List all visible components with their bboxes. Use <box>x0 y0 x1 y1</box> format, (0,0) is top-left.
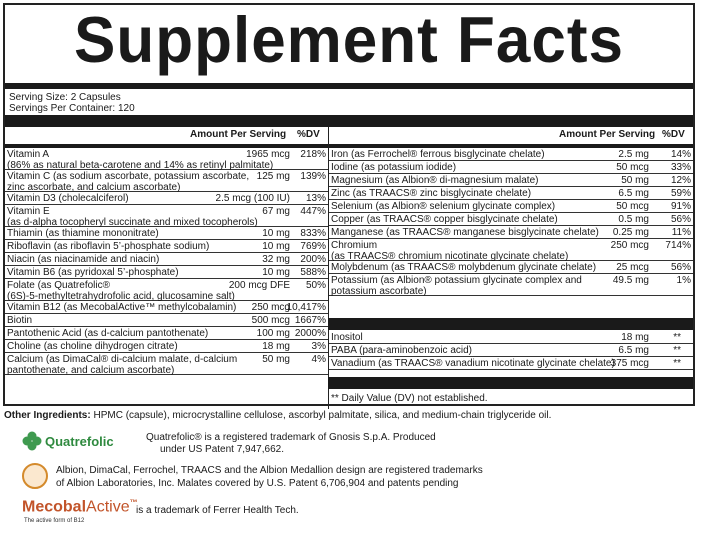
nutrient-row <box>329 187 693 200</box>
nutrient-name: Zinc (as TRAACS® zinc bisglycinate chelate) <box>331 188 532 199</box>
nutrient-dv: 33% <box>670 162 691 173</box>
nutrient-dv: ** <box>673 332 681 343</box>
nutrient-dv: 50% <box>305 280 326 291</box>
nutrient-name: Biotin <box>7 315 33 326</box>
left-header-dv: %DV <box>297 129 320 140</box>
nutrient-row <box>329 161 693 174</box>
quatrefolic-note-line2: under US Patent 7,947,662. <box>160 444 284 455</box>
nutrient-amount: 6.5 mg <box>618 188 649 199</box>
nutrient-name: Molybdenum (as TRAACS® molybdenum glycinate chelate) <box>331 262 597 273</box>
nutrient-name: Potassium (as Albion® potassium glycinate complex and <box>331 275 582 286</box>
nutrient-amount: 10 mg <box>262 228 290 239</box>
nutrient-amount: 2.5 mcg (100 IU) <box>215 193 290 204</box>
nutrient-name: PABA (para-aminobenzoic acid) <box>331 345 472 356</box>
other-ingredients-text: HPMC (capsule), microcrystalline cellulose, ascorbyl palmitate, silica, and medium-chain triglyceride oil. <box>93 410 552 421</box>
right-bottom-divider <box>328 377 693 389</box>
nutrient-row <box>329 357 693 370</box>
nutrient-name-detail: (6S)-5-methyltetrahydrofolic acid, glucosamine salt) <box>7 291 235 302</box>
nutrient-name-detail: (86% as natural beta-carotene and 14% as retinyl palmitate) <box>7 160 274 171</box>
nutrient-dv: 4% <box>311 354 326 365</box>
nutrient-amount: 250 mcg <box>610 240 649 251</box>
nutrient-amount: 200 mcg DFE <box>228 280 290 291</box>
nutrient-amount: 50 mcg <box>616 201 649 212</box>
thick-divider <box>5 115 693 127</box>
albion-note-line2: of Albion Laboratories, Inc. Malates covered by U.S. Patent 6,706,904 and patents pending <box>56 478 459 489</box>
nutrient-row <box>329 274 693 296</box>
nutrient-dv: 3% <box>311 341 326 352</box>
nutrient-amount: 67 mg <box>262 206 290 217</box>
nutrient-row <box>5 266 328 279</box>
nutrient-row <box>329 261 693 274</box>
nutrient-dv: 91% <box>670 201 691 212</box>
nutrient-name: Vitamin C (as sodium ascorbate, potassium ascorbate, <box>7 171 250 182</box>
nutrient-dv: 218% <box>300 149 326 160</box>
nutrient-row <box>329 226 693 239</box>
servings-per-container: Servings Per Container: 120 <box>9 103 135 114</box>
left-header-amount: Amount Per Serving <box>190 129 287 140</box>
nutrient-row <box>5 327 328 340</box>
nutrient-row <box>329 200 693 213</box>
nutrient-name: Iron (as Ferrochel® ferrous bisglycinate chelate) <box>331 149 545 160</box>
nutrient-row <box>5 170 328 192</box>
nutrient-dv: 447% <box>300 206 326 217</box>
nutrient-name-detail: pantothenate, and calcium ascorbate) <box>7 365 175 376</box>
nutrient-row <box>5 192 328 205</box>
nutrient-dv: 56% <box>670 262 691 273</box>
nutrient-dv: 769% <box>300 241 326 252</box>
nutrient-amount: 6.5 mg <box>618 345 649 356</box>
nutrient-row <box>329 344 693 357</box>
nutrient-dv: 714% <box>665 240 691 251</box>
nutrient-name-detail: (as d-alpha tocopheryl succinate and mixed tocopherols) <box>7 217 258 228</box>
quatrefolic-logo-text: Quatrefolic <box>45 434 114 449</box>
nutrient-row <box>5 148 328 170</box>
nutrient-dv: 139% <box>300 171 326 182</box>
nutrient-amount: 250 mcg <box>251 302 290 313</box>
nutrient-name: Pantothenic Acid (as d-calcium pantothenate) <box>7 328 209 339</box>
nutrient-amount: 50 mg <box>262 354 290 365</box>
albion-note: Albion, DimaCal, Ferrochel, TRAACS and the Albion Medallion design are registered trademarks <box>56 465 483 476</box>
nutrient-dv: 588% <box>300 267 326 278</box>
nutrient-amount: 18 mg <box>262 341 290 352</box>
nutrient-dv: 14% <box>670 149 691 160</box>
nutrient-dv: 10,417% <box>286 302 326 313</box>
nutrient-row <box>5 301 328 314</box>
nutrient-amount: 0.25 mg <box>612 227 649 238</box>
nutrient-name: Inositol <box>331 332 363 343</box>
nutrient-row <box>5 205 328 227</box>
nutrient-row <box>329 331 693 344</box>
nutrient-amount: 50 mg <box>621 175 649 186</box>
mecobal-logo-b: Active <box>86 498 130 516</box>
nutrient-name: Vitamin D3 (cholecalciferol) <box>7 193 129 204</box>
nutrient-dv: 1667% <box>294 315 326 326</box>
albion-medallion-icon <box>22 463 48 489</box>
nutrient-name: Folate (as Quatrefolic® <box>7 280 110 291</box>
nutrient-name: Vanadium (as TRAACS® vanadium nicotinate glycinate chelate) <box>331 358 615 369</box>
nutrient-amount: 0.5 mg <box>618 214 649 225</box>
supplement-facts-panel <box>3 3 695 406</box>
nutrient-row <box>5 253 328 266</box>
nutrient-row <box>5 227 328 240</box>
nutrient-name: Vitamin E <box>7 206 50 217</box>
nutrient-name: Choline (as choline dihydrogen citrate) <box>7 341 178 352</box>
nutrient-name: Manganese (as TRAACS® manganese bisglycinate chelate) <box>331 227 599 238</box>
nutrient-name: Copper (as TRAACS® copper bisglycinate chelate) <box>331 214 558 225</box>
nutrient-amount: 49.5 mg <box>612 275 649 286</box>
quatrefolic-note: Quatrefolic® is a registered trademark of Gnosis S.p.A. Produced <box>146 432 436 443</box>
quatrefolic-logo-icon <box>22 431 42 451</box>
nutrient-dv: 200% <box>300 254 326 265</box>
nutrient-row <box>5 240 328 253</box>
top-divider <box>5 83 693 89</box>
right-header-amount: Amount Per Serving <box>559 129 656 140</box>
nutrient-dv: 56% <box>670 214 691 225</box>
nutrient-name: Magnesium (as Albion® di-magnesium malate) <box>331 175 539 186</box>
nutrient-row <box>329 213 693 226</box>
nutrient-dv: 12% <box>670 175 691 186</box>
nutrient-name: Iodine (as potassium iodide) <box>331 162 457 173</box>
mecobal-logo-a: Mecobal <box>22 498 87 516</box>
nutrient-amount: 10 mg <box>262 267 290 278</box>
nutrient-dv: 11% <box>671 227 691 238</box>
dv-footnote: ** Daily Value (DV) not established. <box>331 393 488 404</box>
nutrient-dv: 59% <box>670 188 691 199</box>
nutrient-row <box>329 174 693 187</box>
nutrient-name-detail: (as TRAACS® chromium nicotinate glycinate chelate) <box>331 251 569 262</box>
nutrient-amount: 25 mcg <box>616 262 649 273</box>
nutrient-row <box>329 148 693 161</box>
nutrient-amount: 50 mcg <box>616 162 649 173</box>
panel-title: Supplement Facts <box>74 4 624 77</box>
nutrient-dv: 833% <box>300 228 326 239</box>
nutrient-amount: 1965 mcg <box>246 149 290 160</box>
mecobal-logo <box>22 498 138 516</box>
other-ingredients <box>4 410 551 421</box>
right-mid-divider <box>328 318 693 330</box>
nutrient-name-detail: zinc ascorbate, and calcium ascorbate) <box>7 182 181 193</box>
nutrient-name: Niacin (as niacinamide and niacin) <box>7 254 160 265</box>
nutrient-amount: 10 mg <box>262 241 290 252</box>
nutrient-amount: 100 mg <box>256 328 290 339</box>
nutrient-amount: 32 mg <box>262 254 290 265</box>
nutrient-name: Chromium <box>331 240 378 251</box>
mecobal-logo-tm: ™ <box>129 498 138 507</box>
nutrient-dv: 2000% <box>294 328 326 339</box>
nutrient-dv: ** <box>673 345 681 356</box>
nutrient-amount: 500 mcg <box>251 315 290 326</box>
mecobal-note: is a trademark of Ferrer Health Tech. <box>136 505 299 516</box>
nutrient-amount: 18 mg <box>621 332 649 343</box>
nutrient-row <box>5 353 328 375</box>
nutrient-dv: 13% <box>305 193 326 204</box>
nutrient-row <box>5 314 328 327</box>
nutrient-amount: 125 mg <box>256 171 290 182</box>
nutrient-name: Selenium (as Albion® selenium glycinate complex) <box>331 201 556 212</box>
nutrient-name: Vitamin B6 (as pyridoxal 5’-phosphate) <box>7 267 179 278</box>
other-ingredients-label: Other Ingredients: <box>4 410 91 421</box>
nutrient-amount: 2.5 mg <box>618 149 649 160</box>
nutrient-amount: 375 mcg <box>610 358 649 369</box>
serving-size: Serving Size: 2 Capsules <box>9 92 121 103</box>
nutrient-row <box>5 279 328 301</box>
mecobal-subtitle: The active form of B12 <box>24 518 85 524</box>
nutrient-row <box>5 340 328 353</box>
nutrient-name: Vitamin B12 (as MecobalActive™ methylcobalamin) <box>7 302 237 313</box>
nutrient-name: Calcium (as DimaCal® di-calcium malate, d-calcium <box>7 354 238 365</box>
nutrient-name: Vitamin A <box>7 149 50 160</box>
nutrient-dv: 1% <box>676 275 691 286</box>
nutrient-dv: ** <box>673 358 681 369</box>
nutrient-row <box>329 239 693 261</box>
right-header-dv: %DV <box>662 129 685 140</box>
nutrient-name-detail: potassium ascorbate) <box>331 286 427 297</box>
nutrient-name: Thiamin (as thiamine mononitrate) <box>7 228 159 239</box>
nutrient-name: Riboflavin (as riboflavin 5’-phosphate sodium) <box>7 241 210 252</box>
